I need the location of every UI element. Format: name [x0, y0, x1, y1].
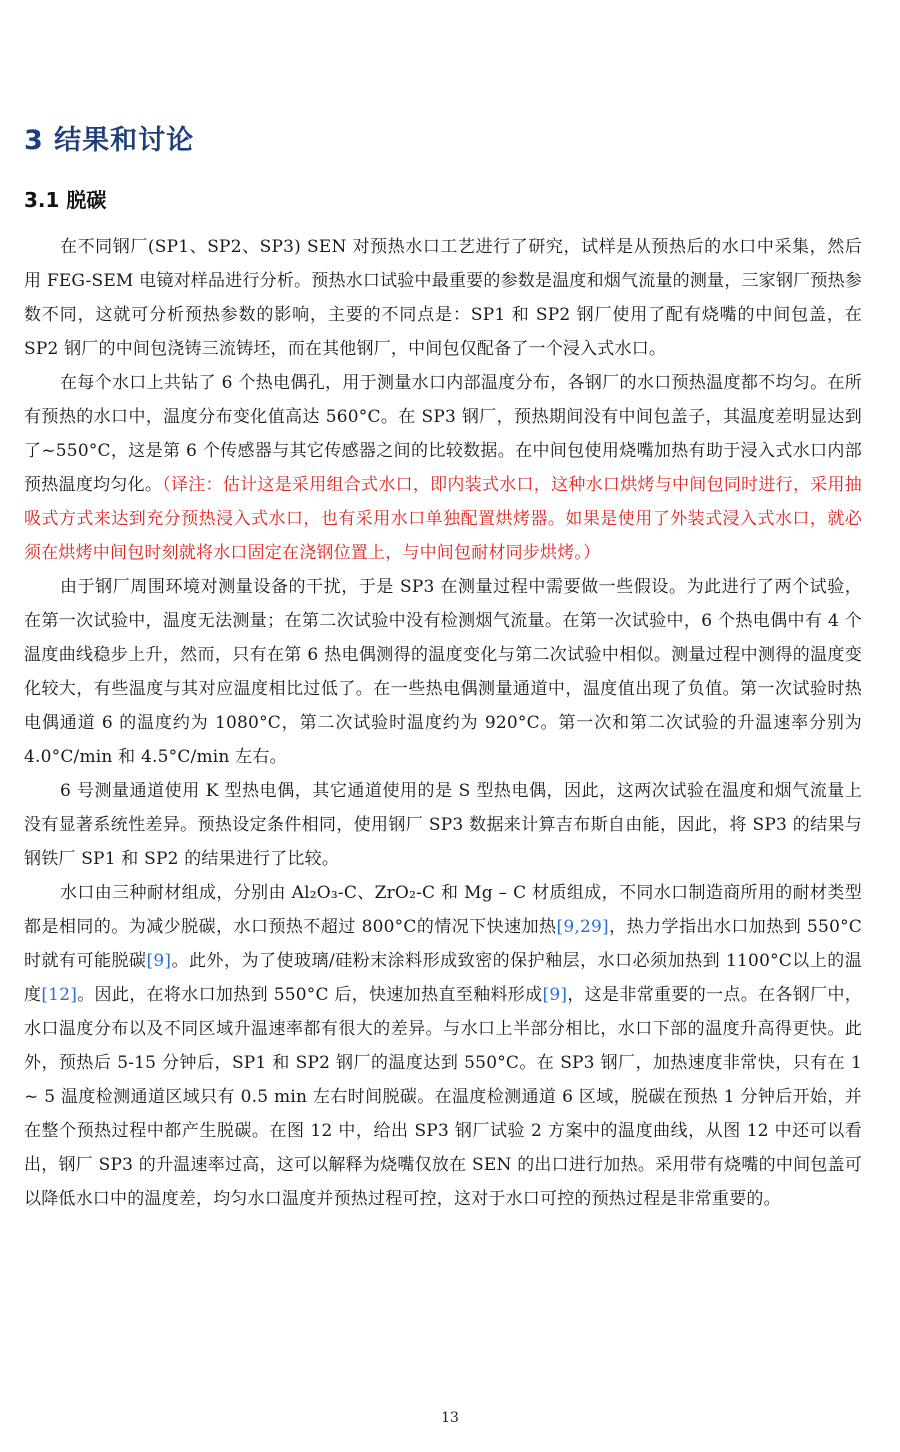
paragraph: [24, 774, 862, 876]
paragraph-text: 6 号测量通道使用 K 型热电偶，其它通道使用的是 S 型热电偶，因此，这两次试验在温度和烟气流量上没有显著系统性差异。预热设定条件相同，使用钢厂 SP3 数据来计算吉布斯自由能，因此，将 SP3 的结果与钢铁厂 SP1 和 SP2 的结果进行了比较。: [24, 781, 862, 869]
citation-link[interactable]: [9]: [542, 985, 568, 1005]
paragraph-text: ，这是非常重要的一点。在各钢厂中，水口温度分布以及不同区域升温速率都有很大的差异。与水口上半部分相比，水口下部的温度升高得更快。此外，预热后 5-15 分钟后，SP1 和 SP2 钢厂的温度达到 550°C。在 SP3 钢厂，加热速度非常快，只有在 1 ~ 5 温度检测通道区域只有 0.5 min 左右时间脱碳。在温度检测通道 6 区域，脱碳在预热 1 分钟后开始，并在整个预热过程中都产生脱碳。在图 12 中，给出 SP3 钢厂试验 2 方案中的温度曲线，从图 12 中还可以看出，钢厂 SP3 的升温速率过高，这可以解释为烧嘴仅放在 SEN 的出口进行加热。采用带有烧嘴的中间包盖可以降低水口中的温度差，均匀水口温度并预热过程可控，这对于水口可控的预热过程是非常重要的。: [24, 985, 862, 1209]
paragraph-text: ，热力学指出水口加热到 550°C 时就有可能脱碳: [24, 917, 862, 971]
paragraph-text: 由于钢厂周围环境对测量设备的干扰，于是 SP3 在测量过程中需要做一些假设。为此进行了两个试验，在第一次试验中，温度无法测量；在第二次试验中没有检测烟气流量。在第一次试验中，6 个热电偶中有 4 个温度曲线稳步上升，然而，只有在第 6 热电偶测得的温度变化与第二次试验中相似。测量过程中测得的温度变化较大，有些温度与其对应温度相比过低了。在一些热电偶测量通道中，温度值出现了负值。第一次试验时热电偶通道 6 的温度约为 1080°C，第二次试验时温度约为 920°C。第一次和第二次试验的升温速率分别为 4.0°C/min 和 4.5°C/min 左右。: [24, 577, 862, 767]
paragraph: [24, 876, 862, 1216]
paragraph-text: 。此外，为了使玻璃/硅粉末涂料形成致密的保护釉层，水口必须加热到 1100°C以上的温度: [24, 951, 862, 1005]
paragraph-text: 在每个水口上共钻了 6 个热电偶孔，用于测量水口内部温度分布，各钢厂的水口预热温度都不均匀。在所有预热的水口中，温度分布变化值高达 560°C。在 SP3 钢厂，预热期间没有中间包盖子，其温度差明显达到了~550°C，这是第 6 个传感器与其它传感器之间的比较数据。在中间包使用烧嘴加热有助于浸入式水口内部预热温度均匀化。: [24, 373, 862, 495]
translator-note: （译注：估计这是采用组合式水口，即内装式水口，这种水口烘烤与中间包同时进行，采用抽吸式方式来达到充分预热浸入式水口，也有采用水口单独配置烘烤器。如果是使用了外装式浸入式水口，就必须在烘烤中间包时刻就将水口固定在浇钢位置上，与中间包耐材同步烘烤。）: [24, 475, 862, 563]
paragraph: [24, 230, 862, 366]
citation-link[interactable]: [9]: [146, 951, 172, 971]
paragraph: [24, 366, 862, 570]
paragraph: [24, 570, 862, 774]
page-number: 13: [441, 1410, 459, 1426]
paragraph-text: 。因此，在将水口加热到 550°C 后，快速加热直至釉料形成: [77, 985, 543, 1005]
subsection-heading: 3.1 脱碳: [24, 188, 107, 212]
citation-link[interactable]: [9,29]: [556, 917, 609, 937]
paragraph-text: 水口由三种耐材组成，分别由 Al₂O₃-C、ZrO₂-C 和 Mg – C 材质组成，不同水口制造商所用的耐材类型都是相同的。为减少脱碳，水口预热不超过 800°C的情况下快速加热: [24, 883, 862, 937]
section-heading: 3 结果和讨论: [24, 125, 195, 156]
paragraph-text: 在不同钢厂(SP1、SP2、SP3) SEN 对预热水口工艺进行了研究，试样是从预热后的水口中采集，然后用 FEG-SEM 电镜对样品进行分析。预热水口试验中最重要的参数是温度和烟气流量的测量，三家钢厂预热参数不同，这就可分析预热参数的影响，主要的不同点是：SP1 和 SP2 钢厂使用了配有烧嘴的中间包盖，在 SP2 钢厂的中间包浇铸三流铸坯，而在其他钢厂，中间包仅配备了一个浸入式水口。: [24, 237, 862, 359]
body-text: [24, 230, 862, 1216]
citation-link[interactable]: [12]: [41, 985, 78, 1005]
